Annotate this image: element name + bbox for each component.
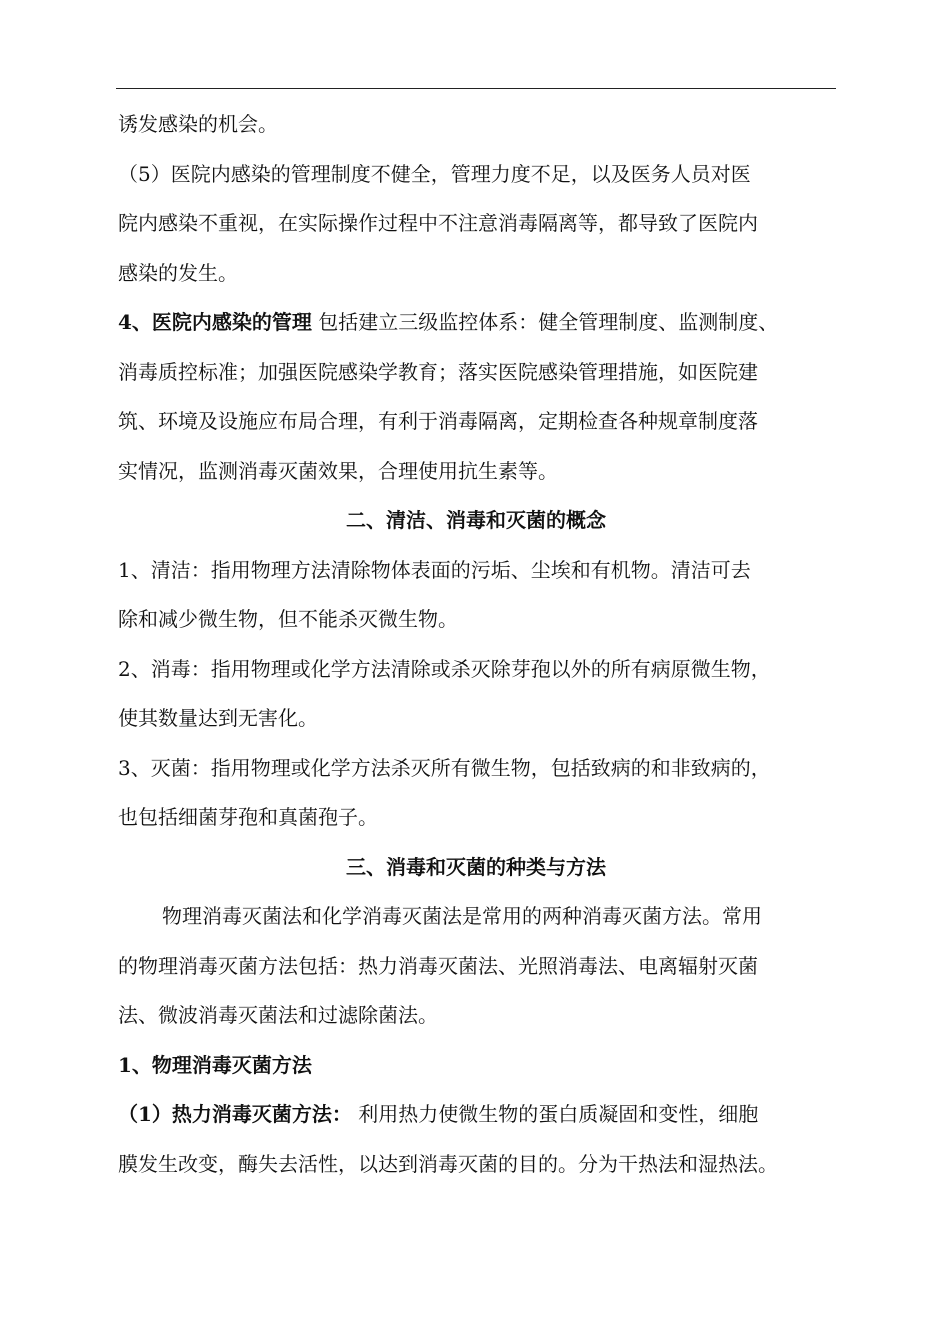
subsection-heading-inline: （1）热力消毒灭菌方法：	[118, 1102, 352, 1126]
paragraph-line: 除和减少微生物，但不能杀灭微生物。	[118, 607, 458, 631]
paragraph-line: 筑、环境及设施应布局合理，有利于消毒隔离，定期检查各种规章制度落	[118, 409, 758, 433]
paragraph-line: 的物理消毒灭菌方法包括：热力消毒灭菌法、光照消毒法、电离辐射灭菌	[118, 953, 758, 978]
paragraph-line: 2、消毒：指用物理或化学方法清除或杀灭除芽孢以外的所有病原微生物，	[118, 656, 771, 681]
paragraph-line: 消毒质控标准；加强医院感染学教育；落实医院感染管理措施，如医院建	[118, 359, 758, 384]
paragraph-line	[118, 1090, 834, 1140]
paragraph-line: 膜发生改变，酶失去活性，以达到消毒灭菌的目的。分为干热法和湿热法。	[118, 1151, 778, 1176]
section-heading: 三、消毒和灭菌的种类与方法	[346, 854, 606, 879]
paragraph-text: 物理消毒灭菌法和化学消毒灭菌法是常用的两种消毒灭菌方法。常用	[162, 904, 762, 928]
paragraph-line	[118, 892, 834, 942]
paragraph-line: 感染的发生。	[118, 260, 238, 285]
paragraph-line: （5）医院内感染的管理制度不健全，管理力度不足，以及医务人员对医	[118, 161, 751, 186]
section-heading: 二、清洁、消毒和灭菌的概念	[346, 508, 606, 532]
paragraph-line: 诱发感染的机会。	[118, 112, 278, 136]
paragraph-line: 3、灭菌：指用物理或化学方法杀灭所有微生物，包括致病的和非致病的，	[118, 755, 771, 780]
document-body	[118, 100, 834, 1189]
paragraph-text: 包括建立三级监控体系：健全管理制度、监测制度、	[311, 310, 779, 334]
paragraph-line: 院内感染不重视，在实际操作过程中不注意消毒隔离等，都导致了医院内	[118, 211, 758, 235]
paragraph-line: 也包括细菌芽孢和真菌孢子。	[118, 805, 378, 829]
paragraph-line: 实情况，监测消毒灭菌效果，合理使用抗生素等。	[118, 458, 558, 483]
section-heading-inline: 4、医院内感染的管理	[118, 310, 312, 334]
header-rule	[116, 88, 836, 89]
paragraph-line: 1、清洁：指用物理方法清除物体表面的污垢、尘埃和有机物。清洁可去	[118, 557, 751, 582]
paragraph-line: 法、微波消毒灭菌法和过滤除菌法。	[118, 1003, 438, 1027]
subsection-heading: 1、物理消毒灭菌方法	[118, 1052, 312, 1077]
paragraph-line	[118, 298, 834, 348]
paragraph-text: 利用热力使微生物的蛋白质凝固和变性，细胞	[351, 1102, 759, 1126]
paragraph-line: 使其数量达到无害化。	[118, 706, 318, 730]
paragraph-line	[118, 1041, 834, 1091]
